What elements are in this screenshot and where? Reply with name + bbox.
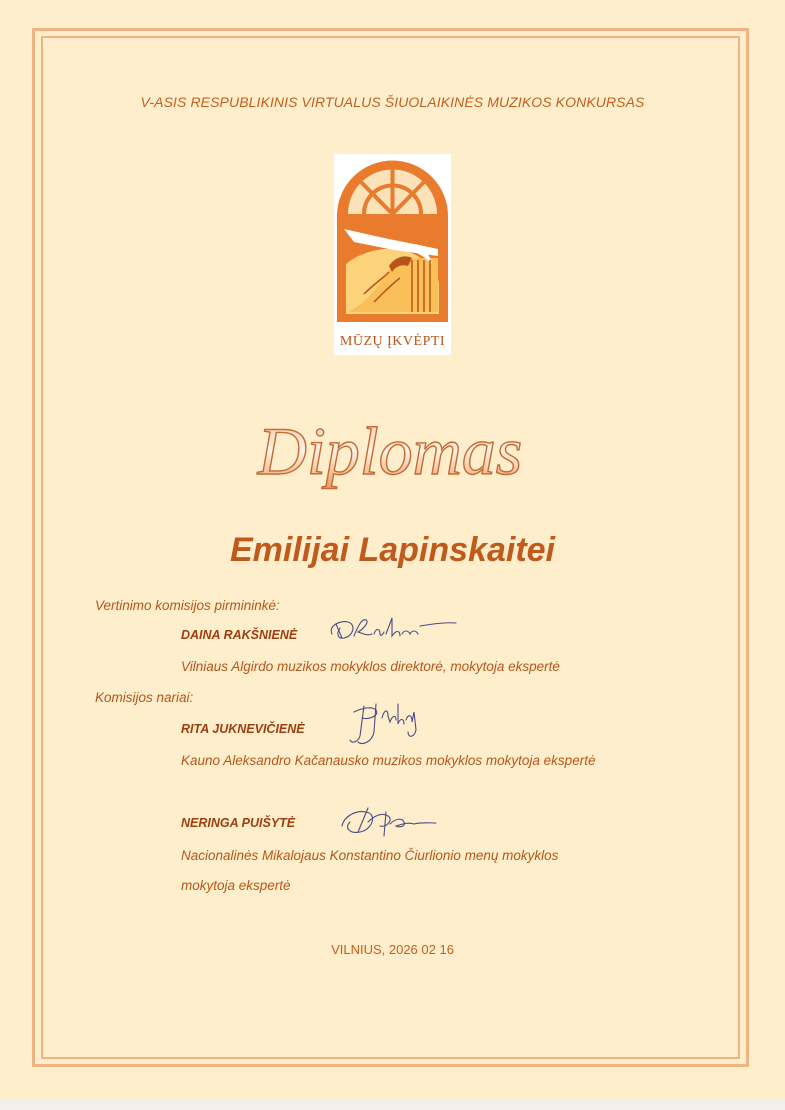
member-1-description: Kauno Aleksandro Kačanausko muzikos mokyklos mokytoja ekspertė: [181, 753, 596, 768]
place-and-date: VILNIUS, 2026 02 16: [331, 942, 454, 957]
member-2-description: Nacionalinės Mikalojaus Konstantino Čiurlionio menų mokyklos: [181, 848, 559, 863]
chair-description: Vilniaus Algirdo muzikos mokyklos direktorė, mokytoja ekspertė: [181, 659, 560, 674]
member-2-signature: [338, 802, 438, 842]
recipient-name: Emilijai Lapinskaitei: [229, 531, 555, 569]
member-1-signature: [348, 692, 436, 748]
diploma-title-text: Diplomas: [257, 413, 523, 489]
diploma-heading: [240, 398, 540, 508]
logo-caption: MŪZŲ ĮKVĖPTI: [339, 334, 446, 349]
member-2-description-line2: mokytoja ekspertė: [181, 878, 291, 893]
competition-title: V-ASIS RESPUBLIKINIS VIRTUALUS ŠIUOLAIKINĖS MUZIKOS KONKURSAS: [140, 94, 645, 110]
members-label: Komisijos nariai:: [95, 690, 194, 705]
member-1-name: RITA JUKNEVIČIENĖ: [181, 722, 305, 736]
chair-signature: [326, 612, 458, 648]
member-2-name: NERINGA PUIŠYTĖ: [181, 816, 296, 830]
competition-logo: [334, 154, 451, 355]
page-bottom-strip: [0, 1100, 785, 1110]
chair-label: Vertinimo komisijos pirmininkė:: [95, 598, 280, 613]
chair-name: DAINA RAKŠNIENĖ: [181, 628, 298, 642]
